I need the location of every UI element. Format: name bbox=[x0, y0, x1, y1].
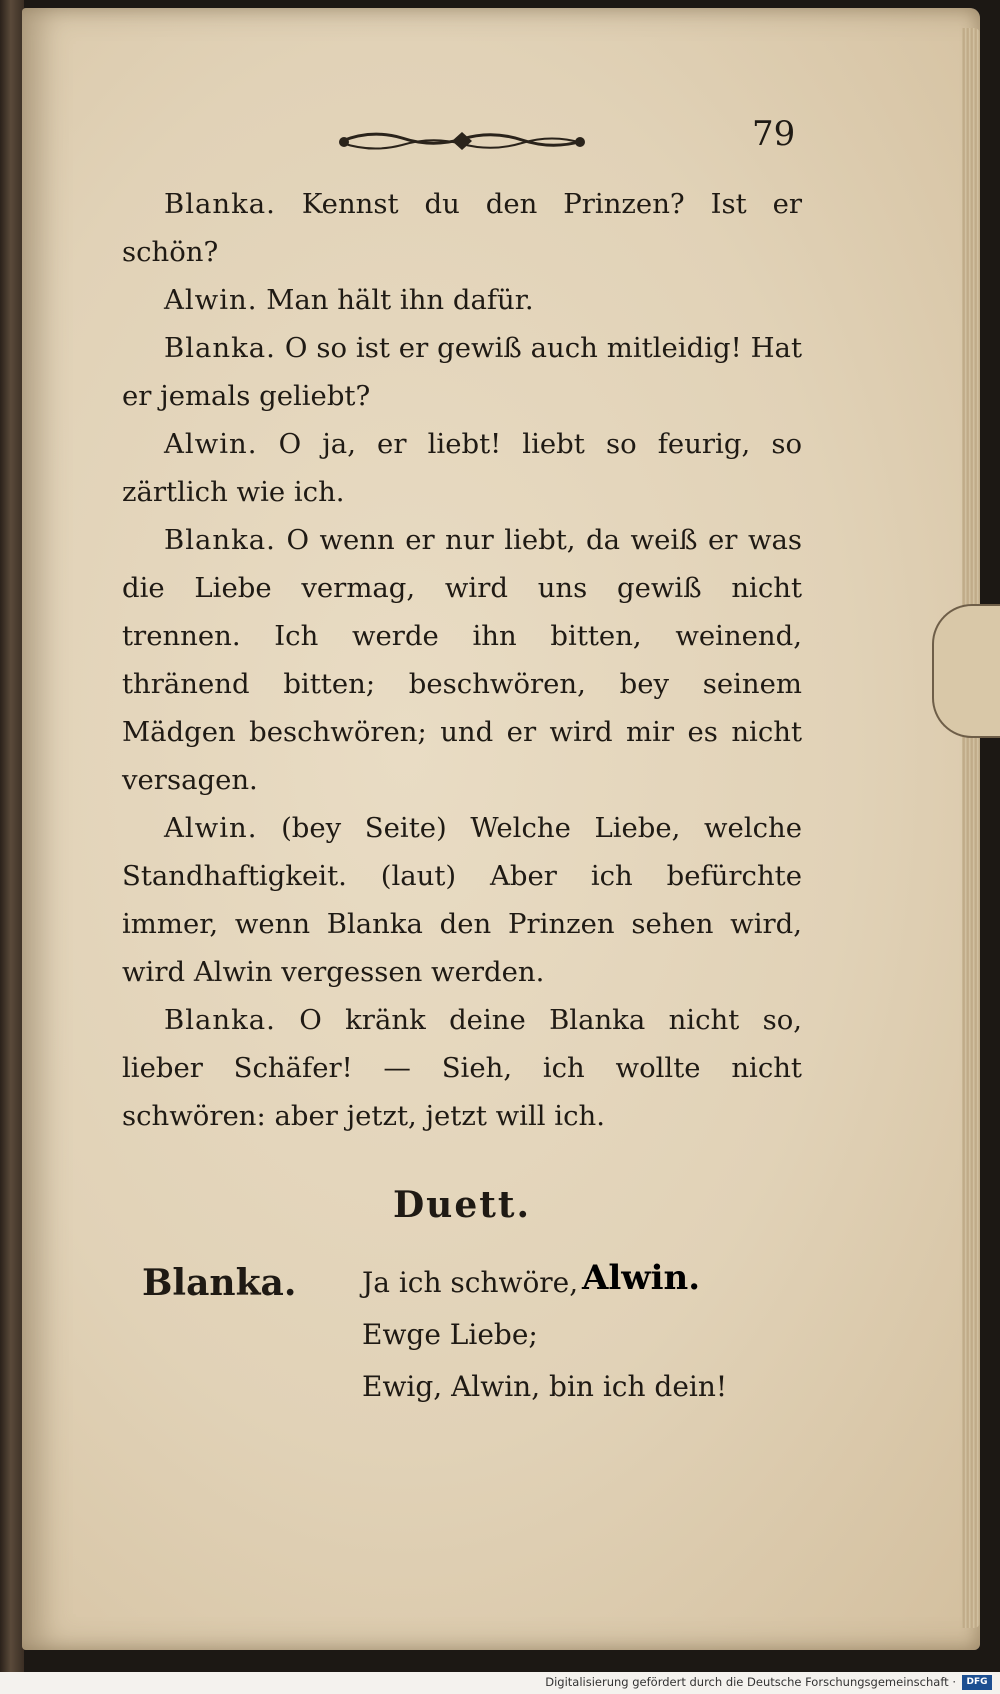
page-number: 79 bbox=[752, 114, 796, 154]
song-line: Ewge Liebe; bbox=[362, 1318, 538, 1351]
song-line: Ewig, Alwin, bin ich dein! bbox=[362, 1370, 728, 1403]
dialogue-paragraph bbox=[122, 996, 802, 1140]
catchword: Alwin. bbox=[582, 1258, 701, 1298]
dialogue-paragraph bbox=[122, 804, 802, 996]
song-speaker: Blanka. bbox=[142, 1262, 297, 1304]
dialogue-text: Man hält ihn dafür. bbox=[266, 284, 534, 316]
section-heading: Duett. bbox=[392, 1184, 532, 1226]
dialogue-paragraph bbox=[122, 180, 802, 276]
dialogue-paragraph bbox=[122, 420, 802, 516]
footer-bar bbox=[0, 1672, 1000, 1694]
dialogue-text: Kennst du den Prinzen? Ist er schön? bbox=[122, 188, 802, 268]
book-spine bbox=[0, 0, 24, 1672]
dialogue-text: O so ist er gewiß auch mitleidig! Hat er jemals geliebt? bbox=[122, 332, 802, 412]
speaker-name: Alwin. bbox=[164, 284, 258, 316]
page-tab-marker bbox=[932, 604, 1000, 738]
dialogue-paragraph bbox=[122, 276, 802, 324]
song-line: Ja ich schwöre, bbox=[362, 1266, 579, 1299]
dialogue-text: O wenn er nur liebt, da weiß er was die Liebe vermag, wird uns gewiß nicht trennen. Ich werde ihn bitten, weinend, thränend bitten; beschwören, bey seinem Mädgen beschwören; und er wird mir es nicht versagen. bbox=[122, 524, 802, 796]
footer-credit: Digitalisierung gefördert durch die Deutsche Forschungsgemeinschaft · bbox=[545, 1675, 956, 1689]
speaker-name: Blanka. bbox=[164, 1004, 276, 1036]
page-content bbox=[122, 108, 802, 1432]
dfg-logo: DFG bbox=[962, 1675, 992, 1690]
page-edge bbox=[962, 28, 980, 1628]
speaker-name: Blanka. bbox=[164, 524, 276, 556]
speaker-name: Blanka. bbox=[164, 188, 276, 220]
speaker-name: Alwin. bbox=[164, 812, 258, 844]
dialogue-paragraph bbox=[122, 516, 802, 804]
book-page bbox=[22, 8, 980, 1650]
dialogue-paragraph bbox=[122, 324, 802, 420]
page-header bbox=[122, 108, 802, 180]
dialogue-text: (bey Seite) Welche Liebe, welche Standhaftigkeit. (laut) Aber ich befürchte immer, wenn Blanka den Prinzen sehen wird, wird Alwin vergessen werden. bbox=[122, 812, 802, 988]
dialogue-text: O ja, er liebt! liebt so feurig, so zärtlich wie ich. bbox=[122, 428, 802, 508]
speaker-name: Blanka. bbox=[164, 332, 276, 364]
speaker-name: Alwin. bbox=[164, 428, 258, 460]
dialogue-text: O kränk deine Blanka nicht so, lieber Schäfer! — Sieh, ich wollte nicht schwören: aber jetzt, jetzt will ich. bbox=[122, 1004, 802, 1132]
ornament-icon bbox=[332, 126, 592, 156]
